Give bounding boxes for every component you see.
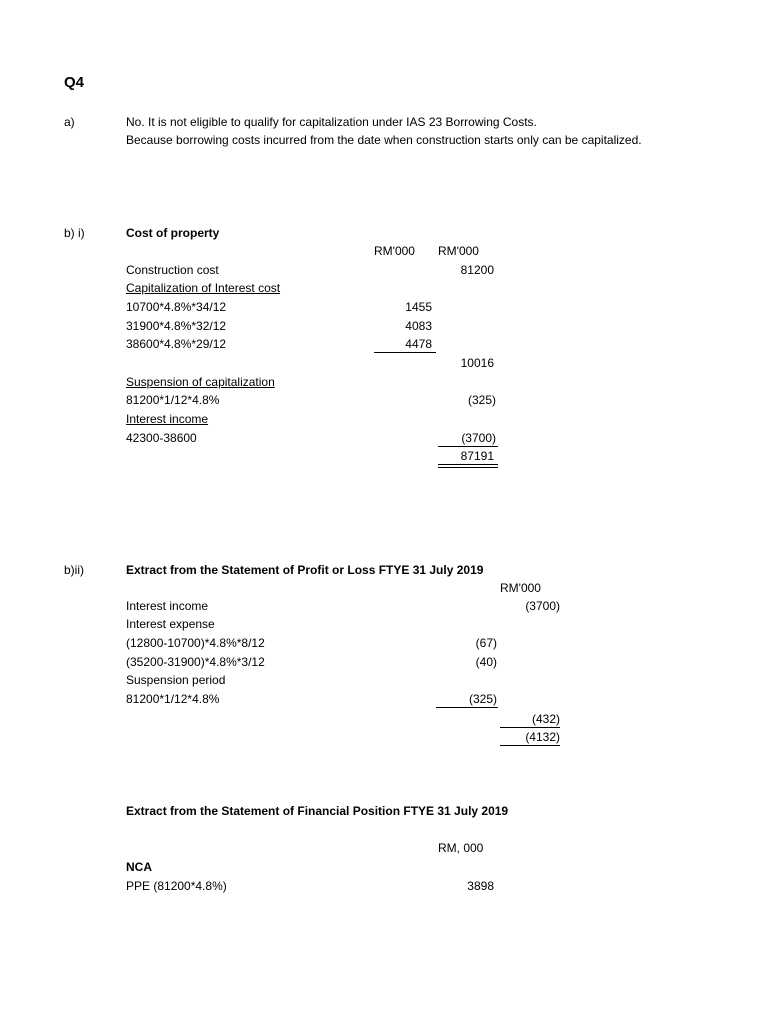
pl-subtotal-rule bbox=[500, 727, 560, 728]
pl-exp-row-1-label: (12800-10700)*4.8%*8/12 bbox=[126, 636, 265, 650]
part-a-label: a) bbox=[64, 115, 75, 129]
construction-cost-label: Construction cost bbox=[126, 263, 219, 277]
construction-cost-value: 81200 bbox=[460, 263, 494, 277]
suspension-heading: Suspension of capitalization bbox=[126, 375, 275, 389]
part-bii-label: b)ii) bbox=[64, 563, 84, 577]
pl-exp-row-2-label: (35200-31900)*4.8%*3/12 bbox=[126, 655, 265, 669]
pl-total-value: (4132) bbox=[525, 730, 560, 744]
interest-income-heading: Interest income bbox=[126, 412, 209, 426]
financial-position-col-header: RM, 000 bbox=[438, 841, 484, 855]
cap-total-value: 10016 bbox=[460, 356, 494, 370]
pl-expense-rule bbox=[436, 707, 498, 708]
part-a-line-2: Because borrowing costs incurred from the date when construction starts only can be capitalized. bbox=[126, 133, 642, 147]
cap-row-1-label: 10700*4.8%*34/12 bbox=[126, 300, 227, 314]
ppe-label: PPE (81200*4.8%) bbox=[126, 879, 227, 893]
profit-loss-title: Extract from the Statement of Profit or Loss FTYE 31 July 2019 bbox=[126, 563, 484, 577]
cap-row-2-value: 4083 bbox=[405, 319, 432, 333]
ppe-value: 3898 bbox=[467, 879, 494, 893]
pl-suspension-calc: 81200*1/12*4.8% bbox=[126, 692, 220, 706]
pl-subtotal-value: (432) bbox=[531, 712, 560, 726]
pl-interest-income-label: Interest income bbox=[126, 599, 209, 613]
part-bi-col2-header: RM'000 bbox=[438, 244, 479, 258]
cap-row-2-label: 31900*4.8%*32/12 bbox=[126, 319, 227, 333]
part-a-line-1: No. It is not eligible to qualify for capitalization under IAS 23 Borrowing Costs. bbox=[126, 115, 537, 129]
interest-income-calc-label: 42300-38600 bbox=[126, 431, 197, 445]
suspension-value: (325) bbox=[467, 393, 496, 407]
cap-subtotal-rule bbox=[374, 352, 436, 353]
cap-row-1-value: 1455 bbox=[405, 300, 432, 314]
pl-exp-row-1-value: (67) bbox=[475, 636, 497, 650]
total-double-rule bbox=[438, 464, 498, 468]
part-bi-title: Cost of property bbox=[126, 226, 220, 240]
cap-row-3-label: 38600*4.8%*29/12 bbox=[126, 337, 227, 351]
pl-interest-expense-label: Interest expense bbox=[126, 617, 215, 631]
suspension-calc-label: 81200*1/12*4.8% bbox=[126, 393, 220, 407]
nca-label: NCA bbox=[126, 860, 152, 874]
cost-total-value: 87191 bbox=[460, 449, 494, 463]
pl-suspension-label: Suspension period bbox=[126, 673, 226, 687]
pl-interest-income-value: (3700) bbox=[525, 599, 560, 613]
profit-loss-col-header: RM'000 bbox=[500, 581, 541, 595]
part-bi-label: b) i) bbox=[64, 226, 85, 240]
cap-row-3-value: 4478 bbox=[405, 337, 432, 351]
pl-total-rule bbox=[500, 745, 560, 746]
question-heading: Q4 bbox=[64, 74, 85, 91]
interest-income-value: (3700) bbox=[461, 431, 496, 445]
pl-exp-row-2-value: (40) bbox=[475, 655, 497, 669]
part-bi-col1-header: RM'000 bbox=[374, 244, 415, 258]
pl-suspension-value: (325) bbox=[468, 692, 497, 706]
total-top-rule bbox=[438, 446, 498, 447]
capitalization-heading: Capitalization of Interest cost bbox=[126, 281, 281, 295]
financial-position-title: Extract from the Statement of Financial Position FTYE 31 July 2019 bbox=[126, 804, 509, 818]
